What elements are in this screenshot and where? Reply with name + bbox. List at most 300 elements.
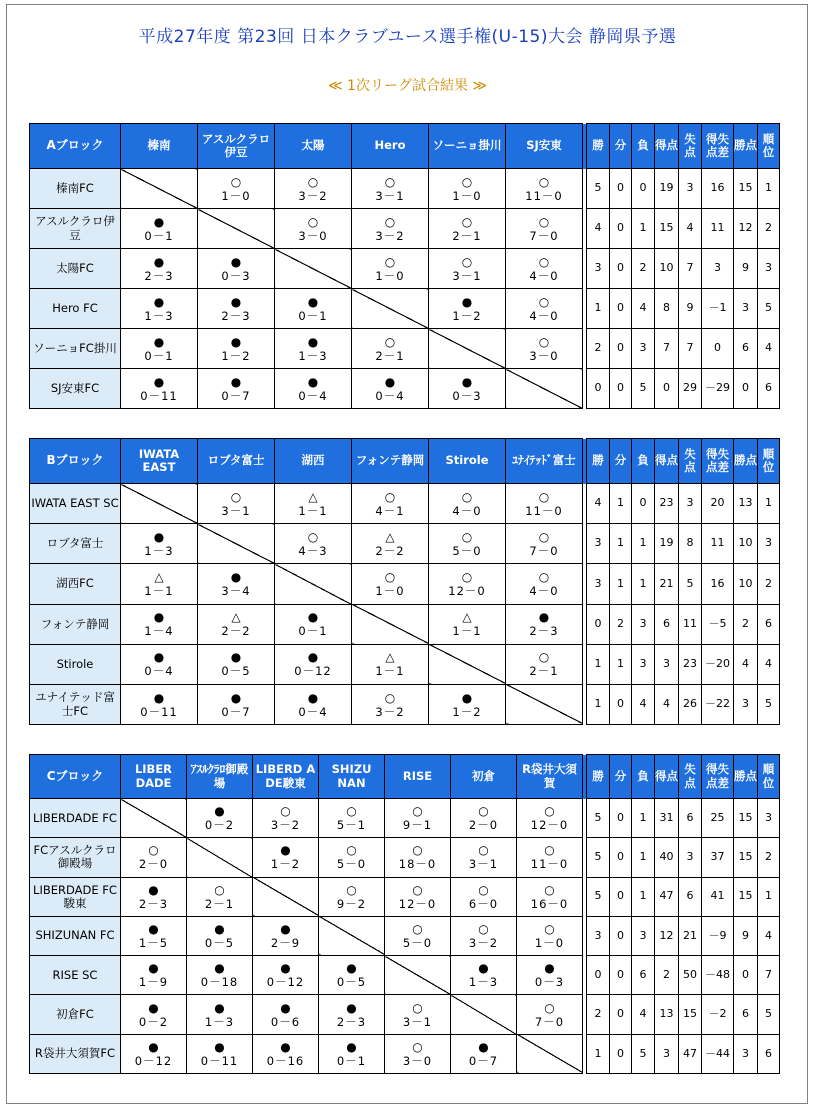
match-score: 5－1: [336, 818, 367, 833]
stat-value: 0: [734, 369, 758, 409]
row-team-name: 湖西FC: [30, 564, 121, 604]
table-row: [30, 956, 780, 995]
result-mark: ●: [214, 1000, 225, 1015]
result-mark: ○: [478, 922, 489, 937]
self-match-cell: [352, 604, 429, 644]
result-mark: ●: [214, 961, 225, 976]
stat-value: 3: [587, 249, 610, 289]
column-team-name: 湖西: [275, 439, 352, 484]
result-mark: ●: [148, 1000, 159, 1015]
match-score: 0－11: [140, 704, 178, 719]
self-match-cell: [319, 916, 385, 955]
match-score: 3－4: [221, 583, 251, 598]
stat-header: 負: [632, 439, 655, 484]
result-mark: ○: [461, 529, 473, 544]
match-result-cell: [451, 799, 517, 838]
stat-value: 1: [758, 484, 780, 524]
stat-value: 1: [587, 1034, 610, 1073]
stat-value: 1: [632, 564, 655, 604]
stat-value: 0: [587, 604, 610, 644]
match-score: 0－1: [144, 228, 174, 243]
stat-value: 1: [610, 564, 632, 604]
result-mark: ●: [307, 610, 319, 625]
result-mark: ○: [538, 489, 550, 504]
match-result-cell: [429, 604, 506, 644]
block-name: Aブロック: [30, 124, 121, 169]
match-result-cell: [429, 169, 506, 209]
result-mark: ○: [384, 690, 396, 705]
result-mark: ○: [230, 489, 242, 504]
stat-value: 1: [632, 877, 655, 916]
table-row: [30, 484, 780, 524]
stat-value: －9: [702, 916, 734, 955]
result-mark: ○: [538, 254, 550, 269]
result-mark: ●: [153, 529, 165, 544]
match-score: 0－11: [140, 388, 178, 403]
stat-value: 2: [655, 956, 679, 995]
stat-value: 1: [610, 644, 632, 684]
match-score: 2－3: [221, 308, 251, 323]
stat-value: 19: [655, 169, 679, 209]
column-team-name: IWATA EAST: [121, 439, 198, 484]
table-row: [30, 209, 780, 249]
stat-value: 0: [610, 684, 632, 724]
stat-value: 20: [702, 484, 734, 524]
match-result-cell: [275, 289, 352, 329]
column-team-name: 榛南: [121, 124, 198, 169]
match-result-cell: [198, 169, 275, 209]
stat-header: 負: [632, 755, 655, 799]
table-row: [30, 524, 780, 564]
match-result-cell: [517, 799, 583, 838]
stat-header: 勝点: [734, 124, 758, 169]
stat-value: 15: [734, 799, 758, 838]
match-result-cell: [121, 329, 198, 369]
match-score: 1－1: [298, 503, 328, 518]
stat-value: 5: [587, 799, 610, 838]
result-mark: ●: [153, 214, 165, 229]
result-mark: ●: [230, 650, 242, 665]
self-match-cell: [121, 169, 198, 209]
stat-value: 4: [587, 484, 610, 524]
stat-value: 5: [632, 1034, 655, 1073]
self-match-cell: [506, 369, 583, 409]
match-result-cell: [352, 484, 429, 524]
stat-value: 3: [655, 1034, 679, 1073]
stat-value: 3: [679, 838, 702, 877]
match-score: 2－0: [138, 857, 169, 872]
stat-value: 16: [702, 169, 734, 209]
stat-value: 5: [679, 564, 702, 604]
match-score: 0－4: [375, 388, 405, 403]
stat-value: 1: [758, 169, 780, 209]
stat-value: 3: [758, 524, 780, 564]
match-score: 4－0: [452, 503, 482, 518]
match-result-cell: [506, 209, 583, 249]
match-result-cell: [121, 249, 198, 289]
stat-value: 2: [632, 249, 655, 289]
result-mark: ●: [538, 610, 550, 625]
result-mark: ○: [214, 882, 225, 897]
table-row: [30, 564, 780, 604]
result-mark: ●: [307, 294, 319, 309]
result-mark: △: [308, 489, 318, 504]
match-score: 3－1: [468, 857, 499, 872]
result-mark: ●: [230, 334, 242, 349]
result-mark: ○: [538, 569, 550, 584]
league-table-1: [29, 123, 780, 409]
match-result-cell: [121, 956, 187, 995]
match-result-cell: [517, 956, 583, 995]
result-mark: ●: [461, 690, 473, 705]
stat-header: 負: [632, 124, 655, 169]
stat-value: 0: [587, 956, 610, 995]
block-name: Bブロック: [30, 439, 121, 484]
block-name: Cブロック: [30, 755, 121, 799]
stat-value: 3: [655, 644, 679, 684]
stat-value: 19: [655, 524, 679, 564]
result-mark: ●: [307, 334, 319, 349]
stat-value: 0: [655, 369, 679, 409]
stat-value: 3: [734, 1034, 758, 1073]
match-score: 3－1: [402, 1014, 433, 1029]
stat-header: 勝: [587, 439, 610, 484]
match-score: 1－0: [375, 583, 405, 598]
stat-value: 5: [758, 289, 780, 329]
stat-value: 0: [632, 484, 655, 524]
match-score: 1－9: [138, 975, 169, 990]
match-result-cell: [275, 684, 352, 724]
stat-header: 得失点差: [702, 124, 734, 169]
match-result-cell: [517, 995, 583, 1034]
stat-value: 4: [632, 289, 655, 329]
match-score: 1－5: [138, 936, 169, 951]
stat-value: 6: [679, 877, 702, 916]
match-result-cell: [506, 169, 583, 209]
stat-header: 分: [610, 439, 632, 484]
result-mark: ○: [307, 529, 319, 544]
match-result-cell: [352, 684, 429, 724]
self-match-cell: [517, 1034, 583, 1073]
stat-value: 6: [655, 604, 679, 644]
match-score: 12－0: [448, 583, 486, 598]
stat-header: 得失点差: [702, 439, 734, 484]
match-score: 0－7: [221, 388, 251, 403]
column-team-name: LIBER DADE: [121, 755, 187, 799]
table-row: [30, 249, 780, 289]
stat-value: 3: [632, 916, 655, 955]
stat-value: 41: [702, 877, 734, 916]
result-mark: ●: [214, 1039, 225, 1054]
stat-value: 47: [679, 1034, 702, 1073]
result-mark: ●: [153, 254, 165, 269]
stat-value: 4: [758, 916, 780, 955]
row-team-name: SJ安東FC: [30, 369, 121, 409]
match-result-cell: [198, 604, 275, 644]
table-row: [30, 838, 780, 877]
stat-value: 0: [610, 169, 632, 209]
match-result-cell: [275, 169, 352, 209]
result-mark: ○: [544, 843, 555, 858]
stat-value: 1: [632, 799, 655, 838]
stat-value: 2: [587, 995, 610, 1034]
match-score: 1－1: [144, 583, 174, 598]
stat-header: 失点: [679, 755, 702, 799]
stat-value: －2: [702, 995, 734, 1034]
stat-value: －22: [702, 684, 734, 724]
match-score: 1－2: [452, 704, 482, 719]
table-row: [30, 684, 780, 724]
stat-value: 11: [702, 524, 734, 564]
stat-value: 8: [655, 289, 679, 329]
match-score: 2－1: [375, 348, 405, 363]
self-match-cell: [275, 564, 352, 604]
match-result-cell: [253, 838, 319, 877]
match-result-cell: [187, 799, 253, 838]
match-score: 0－4: [298, 704, 328, 719]
match-score: 0－3: [221, 268, 251, 283]
self-match-cell: [385, 956, 451, 995]
stat-value: 7: [679, 249, 702, 289]
match-result-cell: [121, 1034, 187, 1073]
match-score: 11－0: [525, 503, 563, 518]
self-match-cell: [253, 877, 319, 916]
match-result-cell: [121, 684, 198, 724]
row-team-name: Hero FC: [30, 289, 121, 329]
match-score: 3－0: [298, 228, 328, 243]
stat-value: 31: [655, 799, 679, 838]
result-mark: ●: [346, 961, 357, 976]
result-mark: ●: [214, 922, 225, 937]
result-mark: ●: [230, 294, 242, 309]
stat-value: 13: [734, 484, 758, 524]
stat-value: 3: [587, 524, 610, 564]
result-mark: ○: [384, 174, 396, 189]
table-row: [30, 644, 780, 684]
match-result-cell: [517, 916, 583, 955]
page-title: 平成27年度 第23回 日本クラブユース選手権(U-15)大会 静岡県予選: [138, 27, 677, 47]
result-mark: ●: [153, 334, 165, 349]
match-score: 3－0: [402, 1053, 433, 1068]
stat-value: 6: [758, 369, 780, 409]
match-score: 3－2: [468, 936, 499, 951]
stat-value: 1: [632, 838, 655, 877]
row-team-name: FCアスルクラロ御殿場: [30, 838, 121, 877]
row-team-name: SHIZUNAN FC: [30, 916, 121, 955]
stat-value: 9: [734, 249, 758, 289]
stat-value: 9: [679, 289, 702, 329]
result-mark: ●: [153, 690, 165, 705]
result-mark: ●: [230, 254, 242, 269]
column-team-name: ロブタ富士: [198, 439, 275, 484]
table-row: [30, 329, 780, 369]
match-result-cell: [319, 956, 385, 995]
match-result-cell: [187, 1034, 253, 1073]
match-score: 3－2: [375, 228, 405, 243]
stat-value: 2: [734, 604, 758, 644]
stat-value: 29: [679, 369, 702, 409]
match-score: 2－3: [336, 1014, 367, 1029]
match-score: 0－5: [336, 975, 367, 990]
table-row: [30, 916, 780, 955]
match-result-cell: [121, 524, 198, 564]
match-score: 7－0: [529, 228, 559, 243]
stat-value: 6: [734, 329, 758, 369]
match-result-cell: [506, 564, 583, 604]
match-score: 1－0: [452, 188, 482, 203]
stat-value: 2: [610, 604, 632, 644]
match-result-cell: [352, 329, 429, 369]
result-mark: ○: [307, 214, 319, 229]
stat-header: 得点: [655, 124, 679, 169]
stat-value: 4: [734, 644, 758, 684]
match-score: 0－7: [468, 1053, 499, 1068]
match-result-cell: [352, 564, 429, 604]
table-row: [30, 169, 780, 209]
result-mark: ●: [461, 294, 473, 309]
match-score: 1－2: [270, 857, 301, 872]
match-result-cell: [506, 289, 583, 329]
match-result-cell: [352, 249, 429, 289]
stat-header: 得点: [655, 439, 679, 484]
match-result-cell: [275, 484, 352, 524]
result-mark: ●: [153, 294, 165, 309]
match-result-cell: [275, 369, 352, 409]
result-mark: ●: [544, 961, 555, 976]
match-score: 2－1: [204, 896, 235, 911]
stat-value: －1: [702, 289, 734, 329]
match-result-cell: [121, 209, 198, 249]
stat-value: 6: [758, 1034, 780, 1073]
match-score: 1－2: [452, 308, 482, 323]
match-score: 5－0: [452, 543, 482, 558]
match-score: 0－1: [336, 1053, 367, 1068]
stat-value: －20: [702, 644, 734, 684]
stat-header: 分: [610, 755, 632, 799]
result-mark: ○: [461, 214, 473, 229]
result-mark: ○: [307, 174, 319, 189]
column-team-name: ﾕﾅｲﾃｯﾄﾞ富士: [506, 439, 583, 484]
match-score: 1－3: [298, 348, 328, 363]
match-result-cell: [451, 877, 517, 916]
result-mark: ●: [280, 843, 291, 858]
header-row: [30, 124, 780, 169]
match-result-cell: [187, 956, 253, 995]
stat-value: 4: [655, 684, 679, 724]
stat-value: 0: [610, 995, 632, 1034]
result-mark: ○: [346, 804, 357, 819]
column-team-name: Hero: [352, 124, 429, 169]
match-result-cell: [187, 877, 253, 916]
column-team-name: ソーニョ掛川: [429, 124, 506, 169]
stat-value: 47: [655, 877, 679, 916]
match-score: 4－0: [529, 268, 559, 283]
self-match-cell: [198, 524, 275, 564]
result-mark: ○: [461, 569, 473, 584]
result-mark: ○: [478, 882, 489, 897]
self-match-cell: [506, 684, 583, 724]
match-result-cell: [198, 484, 275, 524]
match-score: 0－1: [298, 308, 328, 323]
match-score: 1－2: [221, 348, 251, 363]
stat-value: 0: [610, 249, 632, 289]
match-score: 1－3: [468, 975, 499, 990]
stat-value: 2: [758, 209, 780, 249]
stat-value: 23: [655, 484, 679, 524]
stat-value: 3: [679, 169, 702, 209]
match-result-cell: [429, 564, 506, 604]
stat-value: 10: [734, 564, 758, 604]
match-score: 7－0: [534, 1014, 565, 1029]
match-result-cell: [275, 604, 352, 644]
row-team-name: 初倉FC: [30, 995, 121, 1034]
row-team-name: ロブタ富士: [30, 524, 121, 564]
match-score: 5－0: [402, 936, 433, 951]
result-mark: ●: [346, 1039, 357, 1054]
match-score: 2－2: [221, 624, 251, 639]
result-mark: △: [385, 529, 395, 544]
stat-value: 3: [734, 684, 758, 724]
stat-value: 1: [587, 644, 610, 684]
match-score: 1－3: [204, 1014, 235, 1029]
result-mark: ●: [148, 961, 159, 976]
result-mark: ●: [461, 374, 473, 389]
stat-header: 順位: [758, 124, 780, 169]
result-mark: ●: [148, 882, 159, 897]
stat-value: 6: [734, 995, 758, 1034]
table-row: [30, 995, 780, 1034]
match-result-cell: [352, 369, 429, 409]
result-mark: ○: [544, 922, 555, 937]
stat-value: 7: [655, 329, 679, 369]
match-score: 9－1: [402, 818, 433, 833]
stat-value: 0: [587, 369, 610, 409]
match-result-cell: [253, 799, 319, 838]
stat-value: 9: [734, 916, 758, 955]
stat-value: 0: [632, 169, 655, 209]
match-score: 3－1: [375, 188, 405, 203]
stat-value: 6: [758, 604, 780, 644]
result-mark: ○: [412, 882, 423, 897]
stat-value: 25: [702, 799, 734, 838]
result-mark: ●: [230, 690, 242, 705]
table-row: [30, 604, 780, 644]
result-mark: ○: [538, 214, 550, 229]
match-score: 1－4: [144, 624, 174, 639]
stat-value: 4: [679, 209, 702, 249]
stat-value: 10: [734, 524, 758, 564]
stat-value: 11: [679, 604, 702, 644]
row-team-name: LIBERDADE FC: [30, 799, 121, 838]
match-score: 2－1: [529, 664, 559, 679]
result-mark: ●: [307, 374, 319, 389]
match-result-cell: [385, 838, 451, 877]
stat-value: 0: [610, 916, 632, 955]
stat-header: 分: [610, 124, 632, 169]
result-mark: ●: [346, 1000, 357, 1015]
result-mark: ○: [384, 569, 396, 584]
stat-value: 8: [679, 524, 702, 564]
match-result-cell: [121, 289, 198, 329]
stat-value: 40: [655, 838, 679, 877]
stat-value: 3: [632, 644, 655, 684]
match-score: 1－1: [375, 664, 405, 679]
match-score: 0－7: [221, 704, 251, 719]
match-score: 0－11: [200, 1053, 239, 1068]
table-row: [30, 799, 780, 838]
stat-value: 5: [632, 369, 655, 409]
match-score: 3－2: [298, 188, 328, 203]
